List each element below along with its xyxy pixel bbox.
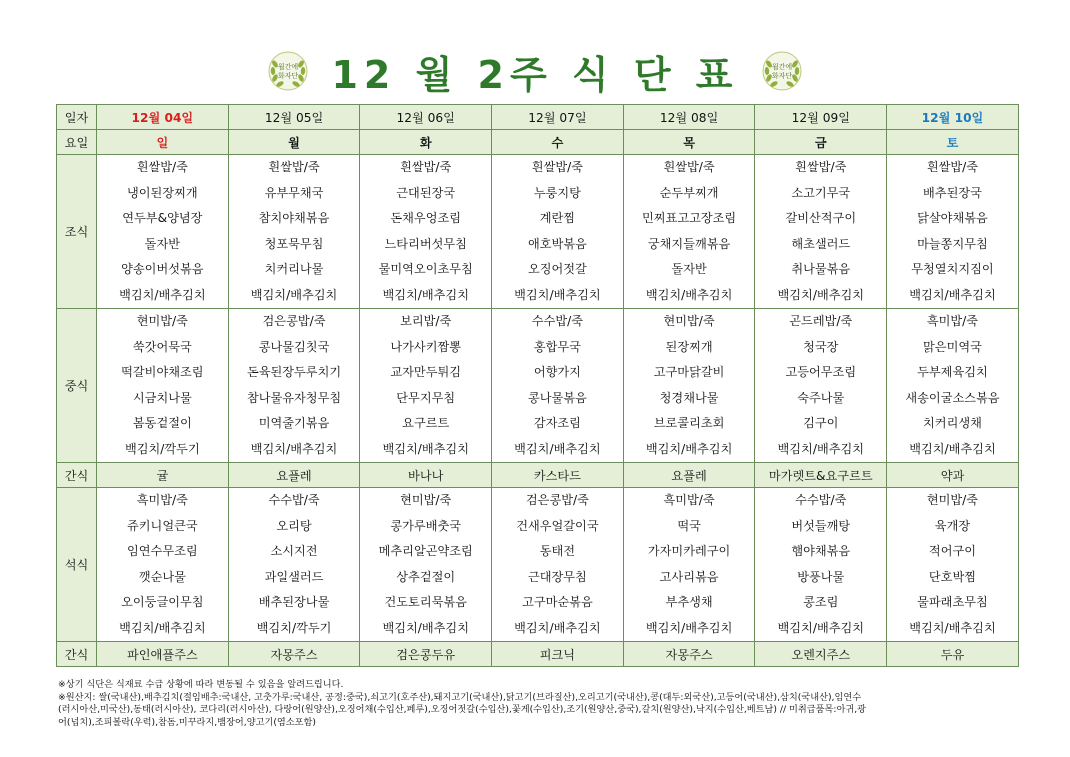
menu-item: 백김치/배추김치 xyxy=(514,287,601,302)
menu-item: 흰쌀밥/죽 xyxy=(926,160,979,174)
menu-item: 상추겉절이 xyxy=(396,569,456,584)
lunch-cell xyxy=(360,309,492,463)
menu-item: 건새우얼갈이국 xyxy=(516,518,599,533)
menu-item: 흰쌀밥/죽 xyxy=(663,160,715,174)
menu-item: 부추생채 xyxy=(665,595,713,609)
weekday-cell: 토 xyxy=(887,130,1019,155)
dinner-item-list xyxy=(97,488,228,641)
menu-item: 백김치/배추김치 xyxy=(250,287,338,302)
menu-item: 백김치/배추김치 xyxy=(777,287,865,302)
breakfast-item-list xyxy=(492,155,623,308)
dinner-item-list xyxy=(360,488,491,641)
menu-item: 봄동겉절이 xyxy=(132,416,192,430)
snack-cell: 귤 xyxy=(97,463,229,488)
menu-item: 새송이굴소스볶음 xyxy=(905,390,1000,405)
menu-item: 치커리생채 xyxy=(923,416,982,430)
lunch-item-list xyxy=(624,309,755,462)
lunch-row xyxy=(57,309,1019,463)
menu-item: 홍합무국 xyxy=(533,339,581,354)
menu-item: 쥬키니얼큰국 xyxy=(127,518,198,533)
dinner-cell xyxy=(228,488,360,642)
menu-item: 보리밥/죽 xyxy=(400,314,452,328)
menu-item: 수수밥/죽 xyxy=(795,493,847,507)
menu-item: 계란찜 xyxy=(539,211,576,225)
menu-item: 마늘쫑지무침 xyxy=(917,236,988,251)
svg-text:화자단: 화자단 xyxy=(278,72,299,80)
menu-item: 백김치/깍두기 xyxy=(256,620,332,635)
evening-snack-cell: 두유 xyxy=(887,642,1019,667)
lunch-item-list xyxy=(887,309,1018,462)
menu-item: 취나물볶음 xyxy=(791,262,851,276)
weekday-cell: 금 xyxy=(755,130,887,155)
menu-item: 떡국 xyxy=(677,518,701,533)
date-cell: 12월 05일 xyxy=(228,105,360,130)
weekday-cell: 수 xyxy=(492,130,624,155)
dinner-label: 석식 xyxy=(57,488,97,642)
menu-item: 된장찌개 xyxy=(665,339,713,354)
menu-item: 단무지무침 xyxy=(396,390,456,405)
menu-item: 닭살야채볶음 xyxy=(917,211,988,225)
menu-item: 어향가지 xyxy=(533,365,581,379)
date-cell: 12월 08일 xyxy=(623,105,755,130)
lunch-item-list xyxy=(97,309,228,462)
snack-cell: 마가렛트&요구르트 xyxy=(755,463,887,488)
menu-item: 흰쌀밥/죽 xyxy=(795,160,847,174)
weekday-cell: 월 xyxy=(228,130,360,155)
menu-item: 고사리볶음 xyxy=(659,569,719,584)
menu-item: 백김치/배추김치 xyxy=(777,441,865,456)
menu-item: 청국장 xyxy=(803,339,839,354)
menu-item: 양송이버섯볶음 xyxy=(121,262,204,276)
menu-item: 민찌표고고장조림 xyxy=(642,211,737,225)
menu-item: 건도토리묵볶음 xyxy=(384,595,467,609)
dinner-cell xyxy=(97,488,229,642)
breakfast-cell xyxy=(887,155,1019,309)
menu-item: 백김치/배추김치 xyxy=(909,620,996,635)
menu-item: 백김치/배추김치 xyxy=(645,620,733,635)
menu-item: 현미밥/죽 xyxy=(400,493,452,507)
menu-item: 돈육된장두루치기 xyxy=(246,365,342,379)
menu-item: 흰쌀밥/죽 xyxy=(136,160,188,174)
rice-wreath-emblem-right-icon xyxy=(761,50,803,92)
weekday-cell: 일 xyxy=(97,130,229,155)
menu-item: 감자조림 xyxy=(533,416,581,430)
menu-item: 백김치/배추김치 xyxy=(119,287,206,302)
menu-item: 백김치/배추김치 xyxy=(119,620,206,635)
menu-item: 임연수무조림 xyxy=(127,544,198,558)
lunch-label: 중식 xyxy=(57,309,97,463)
menu-item: 적어구이 xyxy=(928,544,977,558)
snack-row xyxy=(57,463,1019,488)
menu-item: 두부제육김치 xyxy=(917,365,988,379)
menu-item: 유부무채국 xyxy=(264,185,324,200)
menu-item: 쑥갓어묵국 xyxy=(132,339,192,354)
dinner-cell xyxy=(887,488,1019,642)
lunch-cell xyxy=(623,309,755,463)
breakfast-label: 조식 xyxy=(57,155,97,309)
date-label: 일자 xyxy=(57,105,97,130)
lunch-item-list xyxy=(229,309,360,462)
svg-text:화자단: 화자단 xyxy=(771,72,792,80)
breakfast-cell xyxy=(492,155,624,309)
menu-item: 백김치/배추김치 xyxy=(514,441,601,456)
snack-cell: 요플레 xyxy=(623,463,755,488)
menu-item: 갈비산적구이 xyxy=(785,211,857,225)
menu-item: 육개장 xyxy=(934,518,971,533)
menu-item: 교자만두튀김 xyxy=(390,365,462,379)
date-cell: 12월 04일 xyxy=(97,105,229,130)
snack-cell: 요플레 xyxy=(228,463,360,488)
menu-item: 콩조림 xyxy=(803,595,839,609)
menu-item: 청경채나물 xyxy=(659,390,719,405)
date-cell: 12월 10일 xyxy=(887,105,1019,130)
menu-item: 근대된장국 xyxy=(396,185,456,200)
menu-item: 오리탕 xyxy=(276,518,312,533)
menu-item: 오징어젓갈 xyxy=(527,262,587,276)
dinner-cell xyxy=(623,488,755,642)
snack-cell: 카스타드 xyxy=(492,463,624,488)
evening-snack-label: 간식 xyxy=(57,642,97,667)
menu-item: 물미역오이초무침 xyxy=(378,262,473,276)
weekday-cell: 화 xyxy=(360,130,492,155)
menu-item: 검은콩밥/죽 xyxy=(525,493,589,507)
dinner-item-list xyxy=(755,488,886,641)
menu-item: 떡갈비야채조림 xyxy=(121,365,204,379)
weekly-menu-table xyxy=(56,104,1019,667)
menu-item: 수수밥/죽 xyxy=(531,314,583,328)
evening-snack-cell: 오렌지주스 xyxy=(755,642,887,667)
menu-item: 김구이 xyxy=(803,416,839,430)
menu-item: 햄야채볶음 xyxy=(791,544,851,558)
footnote-line: 어(넙치),조피볼락(우럭),참돔,미꾸라지,뱀장어,양고기(염소포함) xyxy=(58,716,316,728)
weekday-row xyxy=(57,130,1019,155)
menu-item: 순두부찌개 xyxy=(659,185,719,200)
menu-item: 곤드레밥/죽 xyxy=(789,314,853,328)
breakfast-item-list xyxy=(97,155,228,308)
menu-item: 돌자반 xyxy=(144,236,180,251)
lunch-item-list xyxy=(492,309,623,462)
menu-item: 숙주나물 xyxy=(797,390,845,405)
breakfast-item-list xyxy=(887,155,1018,308)
menu-item: 백김치/배추김치 xyxy=(909,441,996,456)
dinner-row xyxy=(57,488,1019,642)
page-title: 12 월 2주 식 단 표 xyxy=(331,52,739,97)
menu-item: 검은콩밥/죽 xyxy=(262,314,326,328)
menu-item: 현미밥/죽 xyxy=(926,493,979,507)
menu-item: 고구마닭갈비 xyxy=(653,365,725,379)
breakfast-cell xyxy=(228,155,360,309)
menu-item: 가자미카레구이 xyxy=(647,544,731,558)
menu-item: 흑미밥/죽 xyxy=(663,493,715,507)
dinner-item-list xyxy=(887,488,1018,641)
menu-item: 동태전 xyxy=(539,544,576,558)
menu-item: 궁채지들깨볶음 xyxy=(647,236,731,251)
menu-item: 흰쌀밥/죽 xyxy=(268,160,320,174)
menu-item: 시금치나물 xyxy=(132,390,192,405)
menu-item: 브로콜리초회 xyxy=(653,416,725,430)
snack-cell: 약과 xyxy=(887,463,1019,488)
weekday-cell: 목 xyxy=(623,130,755,155)
menu-item: 냉이된장찌개 xyxy=(127,185,198,200)
menu-item: 오이둥글이무침 xyxy=(121,595,204,609)
lunch-item-list xyxy=(360,309,491,462)
menu-item: 애호박볶음 xyxy=(527,236,587,251)
menu-item: 고등어무조림 xyxy=(785,365,857,379)
dinner-cell xyxy=(360,488,492,642)
menu-item: 콩나물볶음 xyxy=(527,390,587,405)
menu-item: 콩가루배춧국 xyxy=(390,518,462,533)
menu-item: 나가사키짬뽕 xyxy=(390,339,462,354)
dinner-item-list xyxy=(229,488,360,641)
date-row xyxy=(57,105,1019,130)
menu-item: 백김치/배추김치 xyxy=(382,441,469,456)
menu-item: 과일샐러드 xyxy=(264,569,324,584)
lunch-cell xyxy=(228,309,360,463)
evening-snack-cell: 자몽주스 xyxy=(623,642,755,667)
evening-snack-cell: 자몽주스 xyxy=(228,642,360,667)
menu-item: 연두부&양념장 xyxy=(122,211,203,225)
evening-snack-cell: 피크닉 xyxy=(492,642,624,667)
title-row xyxy=(0,38,1070,104)
menu-item: 물파래초무침 xyxy=(917,595,988,609)
menu-item: 근대장무침 xyxy=(527,569,587,584)
svg-text:월간에: 월간에 xyxy=(278,63,299,71)
footnote-line: (러시아산,미국산),동태(러시아산), 코다리(러시아산), 다랑어(원양산),오징어채(수입산,페루),오징어젓갈(수입산),꽃게(수입산),조기(원양산,중국),갈치(원양산),낙지(수입산,베트남) // 미취급품목:아귀,광 xyxy=(58,704,867,716)
menu-item: 미역줄기볶음 xyxy=(258,416,330,430)
footnote-line: ※원산지: 쌀(국내산),배추김치(절임배추:국내산, 고춧가루:국내산, 공정:중국),쇠고기(호주산),돼지고기(국내산),닭고기(브라질산),오리고기(국내산),콩(대두:외국산),고등어(국내산),삼치(국내산),임연수 xyxy=(58,691,862,703)
menu-item: 수수밥/죽 xyxy=(268,493,320,507)
menu-item: 돈채우엉조림 xyxy=(390,211,462,225)
evening-snack-row xyxy=(57,642,1019,667)
lunch-cell xyxy=(755,309,887,463)
menu-item: 요구르트 xyxy=(402,416,450,430)
breakfast-cell xyxy=(623,155,755,309)
menu-item: 단호박찜 xyxy=(928,569,977,584)
lunch-cell xyxy=(97,309,229,463)
menu-item: 소고기무국 xyxy=(791,185,851,200)
svg-text:월간에: 월간에 xyxy=(771,63,792,71)
menu-item: 현미밥/죽 xyxy=(663,314,715,328)
menu-item: 고구마순볶음 xyxy=(522,595,593,609)
menu-item: 백김치/배추김치 xyxy=(645,441,733,456)
menu-item: 버섯들깨탕 xyxy=(791,518,851,533)
snack-cell: 바나나 xyxy=(360,463,492,488)
breakfast-item-list xyxy=(755,155,886,308)
date-cell: 12월 06일 xyxy=(360,105,492,130)
menu-item: 해초샐러드 xyxy=(791,236,851,251)
rice-wreath-emblem-left-icon xyxy=(267,50,309,92)
menu-item: 백김치/깍두기 xyxy=(124,441,200,456)
dinner-item-list xyxy=(624,488,755,641)
menu-item: 백김치/배추김치 xyxy=(777,620,865,635)
menu-item: 흑미밥/죽 xyxy=(136,493,188,507)
snack-label: 간식 xyxy=(57,463,97,488)
menu-item: 배추된장국 xyxy=(923,185,982,200)
menu-item: 소시지전 xyxy=(270,544,318,558)
lunch-cell xyxy=(887,309,1019,463)
weekday-label: 요일 xyxy=(57,130,97,155)
menu-item: 흑미밥/죽 xyxy=(926,314,979,328)
breakfast-item-list xyxy=(229,155,360,308)
menu-item: 돌자반 xyxy=(671,262,707,276)
menu-item: 누룽지탕 xyxy=(533,185,581,200)
menu-item: 현미밥/죽 xyxy=(136,314,188,328)
menu-item: 느타리버섯무침 xyxy=(384,236,467,251)
menu-item: 백김치/배추김치 xyxy=(514,620,601,635)
menu-item: 참나물유자청무침 xyxy=(246,390,342,405)
date-cell: 12월 09일 xyxy=(755,105,887,130)
menu-item: 콩나물김칫국 xyxy=(258,339,330,354)
evening-snack-cell: 파인애플주스 xyxy=(97,642,229,667)
menu-item: 무청열치지짐이 xyxy=(911,262,994,276)
menu-item: 백김치/배추김치 xyxy=(909,287,996,302)
breakfast-cell xyxy=(360,155,492,309)
lunch-cell xyxy=(492,309,624,463)
menu-item: 백김치/배추김치 xyxy=(382,620,469,635)
footnotes xyxy=(58,679,1018,729)
lunch-item-list xyxy=(755,309,886,462)
footnote-line: ※상기 식단은 식재료 수급 상황에 따라 변동될 수 있음을 알려드립니다. xyxy=(58,679,344,690)
menu-item: 메추리알곤약조림 xyxy=(378,544,473,558)
menu-item: 청포묵무침 xyxy=(264,236,324,251)
menu-item: 배추된장나물 xyxy=(258,595,330,609)
menu-item: 치커리나물 xyxy=(264,262,324,276)
breakfast-cell xyxy=(97,155,229,309)
menu-item: 흰쌀밥/죽 xyxy=(531,160,583,174)
breakfast-item-list xyxy=(360,155,491,308)
menu-item: 참치야채볶음 xyxy=(258,211,330,225)
menu-item: 백김치/배추김치 xyxy=(645,287,733,302)
evening-snack-cell: 검은콩두유 xyxy=(360,642,492,667)
breakfast-row xyxy=(57,155,1019,309)
menu-item: 깻순나물 xyxy=(138,569,186,584)
dinner-cell xyxy=(755,488,887,642)
menu-item: 맑은미역국 xyxy=(923,339,982,354)
date-cell: 12월 07일 xyxy=(492,105,624,130)
dinner-item-list xyxy=(492,488,623,641)
menu-item: 백김치/배추김치 xyxy=(250,441,338,456)
menu-item: 흰쌀밥/죽 xyxy=(400,160,452,174)
breakfast-item-list xyxy=(624,155,755,308)
menu-item: 방풍나물 xyxy=(797,569,845,584)
dinner-cell xyxy=(492,488,624,642)
breakfast-cell xyxy=(755,155,887,309)
menu-item: 백김치/배추김치 xyxy=(382,287,469,302)
